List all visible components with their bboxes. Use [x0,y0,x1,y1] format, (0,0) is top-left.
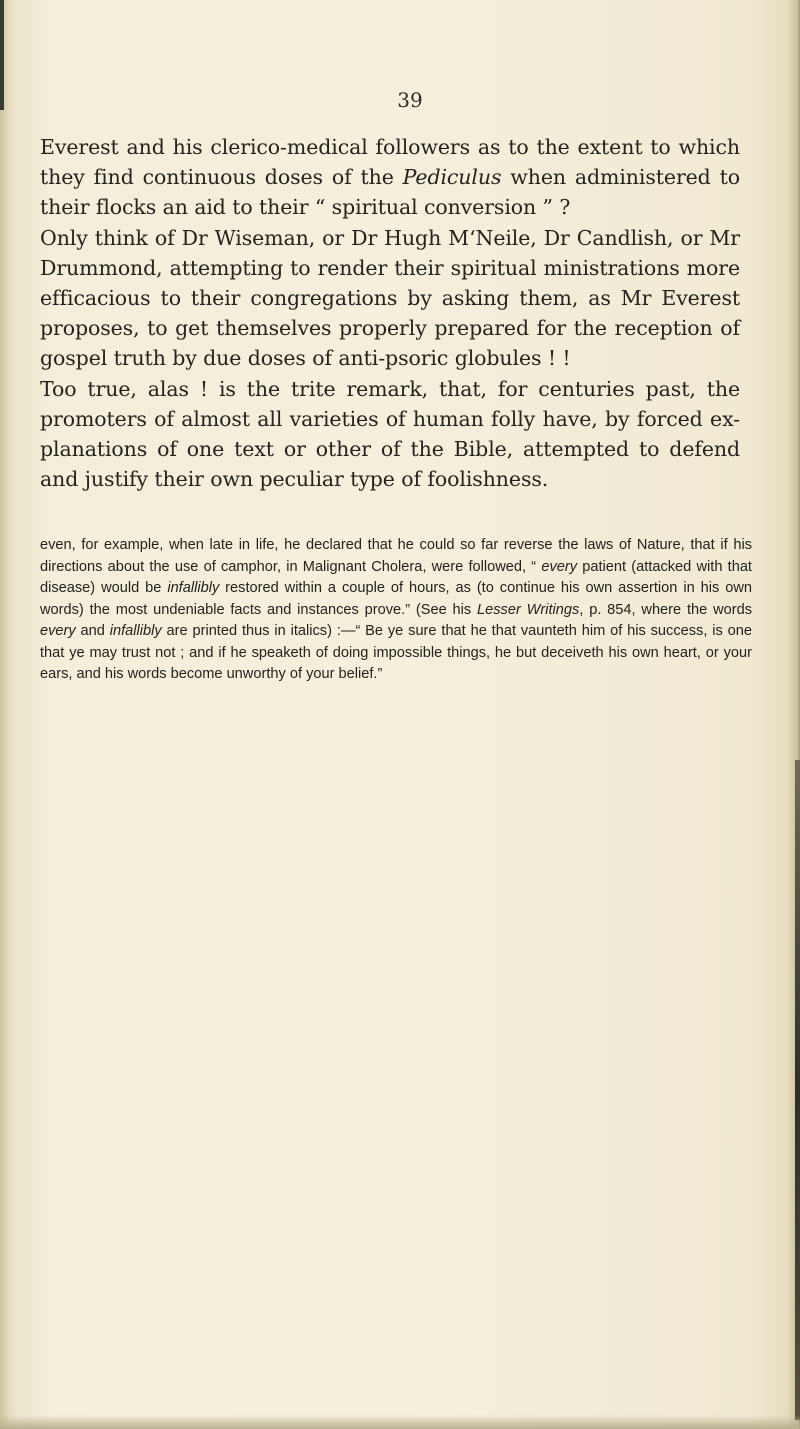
paragraph-3: Too true, alas ! is the trite remark, that, for centuries past, the promoters of almost all varieties of human folly have, by forced ex- planations of one text or other of the Bible, attempted to defend and justify their own peculiar type of foolishness. [40,376,740,492]
paragraph-1-italic: Pediculus [402,165,502,190]
main-text [40,132,740,494]
paragraph-1 [40,132,740,223]
page-edge-bottom [0,1415,800,1429]
footnote-italic-1: every [541,558,578,575]
footnote-italic-5: infallibly [109,623,162,639]
footnote-paragraph [40,535,752,686]
footnote-italic-4: every [40,623,76,639]
footnote-italic-2: infallibly [167,580,220,596]
page-number: 39 [397,88,423,112]
paragraph-1-text: Everest and his clerico-medical followers as to the extent to which they find continuous doses of the [40,135,740,190]
paragraph-2: Only think of Dr Wiseman, or Dr Hugh M‘Neile, Dr Candlish, or Mr Drummond, attempting to render their spiritual ministrations more efficacious to their congregations by asking them, as Mr Everest proposes, to get themselves properly prepared for the reception of gospel truth by due doses of anti-psoric globules ! ! [40,225,740,371]
paragraph-1-text-after: when administered to their flocks an aid to their “ spiritual conversion ” ? [40,165,740,220]
footnote-part-4: , p. 854, where the words [579,601,752,618]
footnote-part-3: restored within a couple of hours, as (to continue his own assertion in his own words) the most undeniable facts and instances prove.” (See his [40,580,752,618]
footnote-part-5: and [75,623,110,639]
footnote [40,535,752,686]
page-edge-right-shadow [795,760,800,1420]
page-edge-left [0,0,16,1429]
footnote-part-6: are printed thus in italics) :—“ Be ye sure that he that vaunteth him of his success, is one that ye may trust not ; and if he speaketh of doing impossible things, he but deceiveth his own heart, or your ears, and his words become unworthy of your belief.” [40,623,752,682]
footnote-part-1: even, for example, when late in life, he declared that he could so far reverse the laws of Nature, that if his directions about the use of camphor, in Malignant Cholera, were followed, “ [40,537,752,575]
footnote-part-2: patient (attacked with that disease) would be [40,558,752,596]
footnote-italic-3: Lesser Writings [477,601,580,618]
